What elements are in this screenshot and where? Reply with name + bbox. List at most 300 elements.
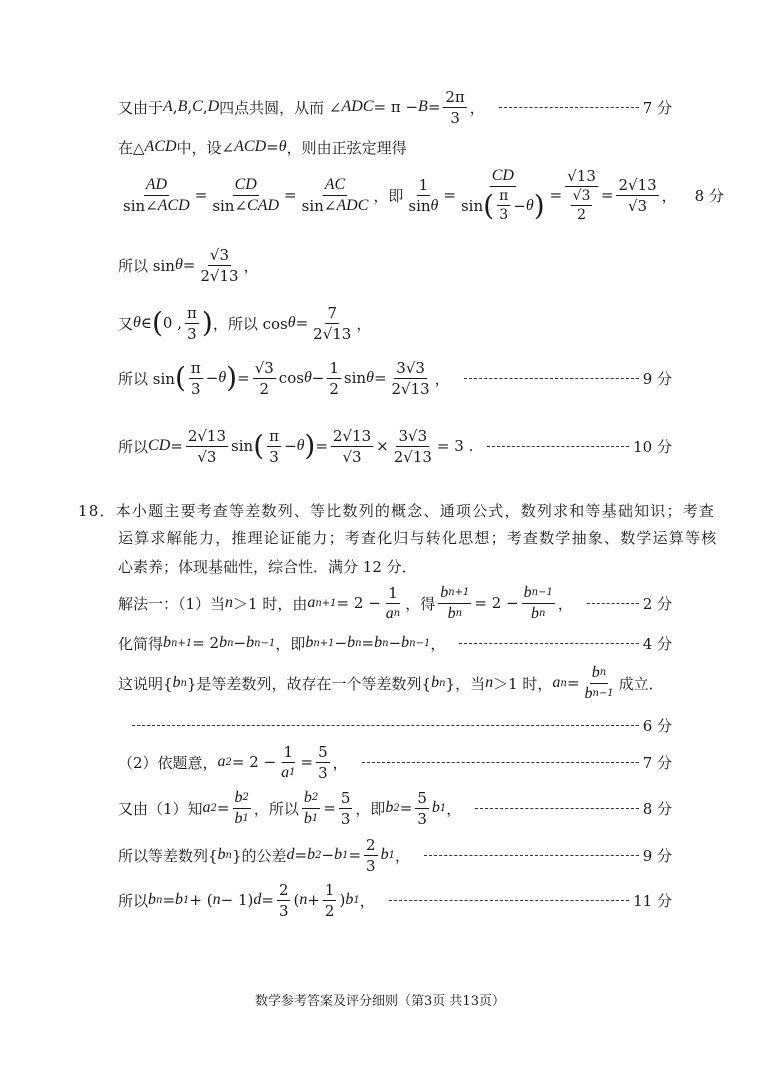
denominator bbox=[233, 809, 251, 828]
math-variable: a bbox=[217, 753, 226, 770]
text: sin∠ bbox=[301, 196, 337, 215]
math-variable: C bbox=[192, 98, 203, 115]
text: ， bbox=[434, 369, 450, 388]
text: 3 bbox=[450, 108, 460, 127]
text: , bbox=[172, 98, 178, 116]
bracket: ) bbox=[533, 188, 545, 222]
dotted-leader bbox=[487, 446, 629, 447]
score-label: 7 分 bbox=[642, 753, 672, 772]
text: = bbox=[361, 634, 375, 652]
subscript: n bbox=[599, 667, 607, 678]
text: 2√13 bbox=[332, 426, 372, 445]
subscript: n bbox=[225, 849, 232, 861]
denominator bbox=[121, 196, 192, 215]
math-variable: ACD bbox=[144, 138, 177, 155]
text: （2）依题意， bbox=[118, 753, 218, 772]
numerator bbox=[277, 881, 291, 901]
text: − bbox=[311, 369, 325, 387]
math-variable: AC bbox=[324, 175, 346, 193]
subscript: n bbox=[180, 677, 187, 689]
text: = bbox=[170, 437, 183, 455]
text: 2√13 bbox=[391, 379, 430, 398]
text: 3 bbox=[278, 901, 289, 920]
line-11pts bbox=[118, 875, 672, 925]
fraction bbox=[582, 664, 615, 703]
numerator bbox=[616, 176, 658, 196]
math-variable: a bbox=[552, 674, 561, 691]
math-variable: b bbox=[234, 809, 243, 827]
text: = 2 − bbox=[336, 594, 381, 612]
text: = bbox=[295, 314, 309, 332]
numerator bbox=[415, 789, 429, 809]
text: 2 bbox=[577, 207, 586, 223]
text: − bbox=[513, 196, 526, 215]
dotted-leader bbox=[587, 603, 639, 604]
text: ， bbox=[394, 846, 410, 865]
denominator bbox=[323, 901, 337, 920]
text: √13 bbox=[567, 167, 596, 185]
fraction bbox=[406, 176, 440, 215]
text: = bbox=[315, 437, 328, 455]
text: , bbox=[187, 98, 193, 116]
subscript: 1 bbox=[439, 802, 447, 814]
denominator bbox=[364, 856, 378, 875]
text: = bbox=[566, 674, 580, 692]
numerator bbox=[394, 359, 427, 379]
numerator bbox=[571, 188, 593, 206]
math-variable: b bbox=[385, 799, 394, 816]
text: cos bbox=[278, 369, 304, 387]
text: ) bbox=[339, 891, 346, 909]
text: 5 bbox=[417, 788, 427, 807]
line-9pts-part2 bbox=[118, 830, 672, 880]
text: = bbox=[600, 186, 614, 204]
math-variable: ACD bbox=[234, 138, 267, 155]
text: ， bbox=[359, 891, 375, 910]
numerator bbox=[386, 584, 400, 604]
fraction bbox=[384, 584, 402, 623]
subscript: n+1 bbox=[313, 637, 335, 649]
text: sin∠ bbox=[212, 196, 248, 215]
math-variable: a bbox=[202, 799, 211, 816]
denominator bbox=[566, 187, 598, 223]
math-variable: n bbox=[485, 674, 494, 691]
text: 2 bbox=[259, 379, 270, 398]
text: π bbox=[187, 303, 197, 322]
bracket: ) bbox=[201, 306, 213, 339]
text: sin∠ bbox=[123, 196, 158, 215]
score-label: 10 分 bbox=[633, 437, 672, 456]
math-variable: b bbox=[172, 674, 181, 691]
text: = bbox=[284, 186, 297, 204]
text: 0 , bbox=[162, 314, 183, 332]
text: 所以 bbox=[118, 437, 149, 456]
denominator bbox=[497, 206, 510, 223]
denominator bbox=[257, 379, 271, 398]
text: √3 bbox=[197, 447, 217, 466]
subscript: n−1 bbox=[592, 688, 614, 699]
text: 2 bbox=[278, 880, 289, 899]
math-variable: b bbox=[523, 583, 532, 601]
text: − bbox=[334, 634, 348, 652]
text: = bbox=[237, 369, 250, 387]
text: ，即 bbox=[275, 634, 306, 653]
text: 又由（1）知 bbox=[118, 799, 203, 818]
math-variable: θ bbox=[366, 369, 374, 386]
math-variable: b bbox=[219, 634, 228, 651]
denominator bbox=[185, 324, 199, 343]
numerator bbox=[282, 743, 296, 763]
denominator bbox=[415, 809, 429, 828]
subscript: 2 bbox=[210, 802, 217, 814]
bracket: ( bbox=[174, 361, 186, 394]
fraction bbox=[121, 176, 192, 215]
bracket: ( bbox=[253, 429, 265, 462]
text: = bbox=[300, 753, 314, 771]
score-label: 4 分 bbox=[642, 634, 672, 653]
numerator bbox=[396, 427, 429, 447]
text: 3 bbox=[417, 809, 427, 828]
text: = bbox=[348, 846, 362, 864]
text: 2√13 bbox=[200, 266, 239, 285]
text: sin bbox=[460, 196, 484, 215]
fraction bbox=[392, 427, 434, 466]
math-variable: b bbox=[380, 846, 389, 863]
text: 2√13 bbox=[618, 175, 657, 194]
math-variable: b bbox=[334, 846, 343, 863]
text: 所以 sin bbox=[118, 369, 175, 388]
text: 3 bbox=[340, 809, 351, 828]
text: sin bbox=[408, 196, 431, 215]
score-label: 7 分 bbox=[642, 98, 672, 117]
math-variable: θ bbox=[218, 369, 227, 386]
math-variable: ADC bbox=[341, 98, 374, 115]
subscript: 1 bbox=[353, 894, 360, 906]
math-variable: ACD bbox=[157, 196, 190, 214]
math-variable: B bbox=[418, 98, 428, 115]
math-variable: d bbox=[286, 846, 295, 863]
text: ，即 bbox=[355, 799, 386, 818]
fraction bbox=[390, 359, 432, 398]
text: ， bbox=[469, 98, 485, 117]
text: 又由于 bbox=[118, 98, 164, 117]
fraction bbox=[565, 167, 598, 223]
text: ， bbox=[661, 186, 677, 205]
subscript: 1 bbox=[342, 849, 349, 861]
text: 中，设∠ bbox=[176, 138, 235, 157]
text: + bbox=[307, 891, 320, 909]
fraction bbox=[571, 188, 593, 223]
line-10pts bbox=[118, 421, 672, 471]
math-variable: n bbox=[299, 891, 308, 908]
subscript: n bbox=[227, 637, 234, 649]
numerator bbox=[364, 836, 378, 856]
score-label: 8 分 bbox=[694, 186, 724, 205]
text: ，得 bbox=[405, 594, 436, 613]
text: = bbox=[427, 98, 441, 116]
text: = bbox=[549, 186, 563, 204]
text: = 3 . bbox=[436, 437, 474, 455]
math-variable: a bbox=[385, 604, 394, 622]
text: − bbox=[233, 634, 247, 652]
math-variable: θ bbox=[430, 196, 439, 214]
numerator bbox=[327, 359, 341, 379]
subscript: n bbox=[455, 608, 463, 619]
text: 18．本小题主要考查等差数列、等比数列的概念、通项公式，数列求和等基础知识；考查 bbox=[78, 501, 716, 520]
math-variable: b bbox=[431, 674, 440, 691]
math-variable: B bbox=[177, 98, 188, 115]
subscript: 1 bbox=[388, 849, 395, 861]
text: ， bbox=[332, 753, 348, 772]
score-label: 9 分 bbox=[642, 846, 672, 865]
math-variable: A bbox=[163, 98, 173, 115]
math-variable: CAD bbox=[247, 196, 280, 214]
subscript: 2 bbox=[315, 849, 322, 861]
text: − bbox=[283, 437, 297, 455]
text: ( bbox=[293, 891, 300, 909]
numerator bbox=[186, 427, 228, 447]
denominator bbox=[302, 809, 320, 828]
text: }的公差 bbox=[232, 846, 287, 865]
numerator bbox=[253, 359, 276, 379]
text: − bbox=[321, 846, 335, 864]
math-variable: n bbox=[225, 594, 234, 611]
text: 2√13 bbox=[393, 447, 432, 466]
text: √3 bbox=[628, 196, 648, 215]
text: 1 bbox=[418, 175, 429, 194]
text: = bbox=[194, 186, 208, 204]
math-variable: AD bbox=[145, 175, 168, 193]
subscript: 2 bbox=[242, 792, 249, 803]
denominator bbox=[198, 266, 240, 285]
math-variable: a bbox=[281, 763, 290, 781]
numerator bbox=[233, 176, 259, 196]
numerator bbox=[443, 88, 466, 108]
math-variable: b bbox=[374, 634, 383, 651]
subscript: n bbox=[560, 677, 567, 689]
text: 5 bbox=[340, 788, 351, 807]
subscript: n bbox=[355, 637, 362, 649]
math-variable: b bbox=[163, 634, 172, 651]
math-variable: ADC bbox=[336, 196, 369, 214]
text: ∈ bbox=[140, 314, 152, 332]
text: ， bbox=[243, 256, 259, 275]
denominator bbox=[406, 196, 440, 215]
numerator bbox=[267, 427, 281, 447]
fraction bbox=[302, 789, 320, 828]
numerator bbox=[185, 304, 199, 324]
text: 3 bbox=[187, 324, 197, 343]
fraction bbox=[210, 176, 281, 215]
text: = bbox=[266, 138, 279, 156]
text: = 2 − bbox=[231, 753, 277, 771]
text: √3 bbox=[572, 188, 591, 204]
fraction bbox=[233, 789, 251, 828]
denominator bbox=[195, 447, 218, 466]
fraction bbox=[279, 743, 297, 782]
denominator bbox=[459, 187, 547, 223]
math-variable: b bbox=[431, 799, 440, 816]
math-variable: b bbox=[531, 604, 539, 622]
bracket: ( bbox=[483, 188, 495, 222]
text: ， bbox=[446, 799, 462, 818]
denominator bbox=[267, 447, 281, 466]
math-variable: θ bbox=[133, 314, 141, 331]
text: π bbox=[499, 188, 509, 204]
subscript: n−1 bbox=[254, 637, 276, 649]
text: 运算求解能力，推理论证能力；考查化归与转化思想；考查数学抽象、数学运算等核 bbox=[118, 528, 718, 547]
math-variable: b bbox=[303, 788, 312, 806]
math-variable: θ bbox=[278, 138, 287, 155]
line-8pts-part2 bbox=[118, 783, 672, 833]
numerator bbox=[522, 584, 555, 604]
math-variable: θ bbox=[303, 369, 312, 386]
math-variable: b bbox=[584, 684, 593, 702]
subscript: n+1 bbox=[315, 597, 337, 609]
subscript: 2 bbox=[311, 792, 319, 803]
fraction bbox=[300, 176, 371, 215]
numerator bbox=[233, 789, 251, 809]
text: − 1) bbox=[220, 891, 254, 909]
dotted-leader bbox=[459, 643, 638, 644]
line-8pts bbox=[118, 167, 724, 223]
text: + ( bbox=[189, 891, 213, 909]
text: 3√3 bbox=[398, 426, 428, 445]
text: = bbox=[216, 799, 230, 817]
text: }是等差数列，故存在一个等差数列{ bbox=[187, 674, 432, 693]
math-variable: a bbox=[307, 594, 316, 611]
text: 又 bbox=[118, 314, 134, 333]
numerator bbox=[339, 789, 353, 809]
text: 1 bbox=[329, 358, 339, 377]
line-7pts-part2 bbox=[118, 737, 672, 787]
dotted-leader bbox=[424, 855, 639, 856]
text: 所以 sin bbox=[118, 256, 175, 275]
math-variable: CD bbox=[491, 167, 514, 184]
text: 2π bbox=[445, 87, 465, 106]
text: = π − bbox=[373, 98, 419, 116]
text: = bbox=[294, 846, 308, 864]
line-sine-rule-intro bbox=[118, 122, 672, 172]
math-variable: b bbox=[246, 634, 255, 651]
text: = bbox=[373, 369, 387, 387]
text: π bbox=[190, 358, 201, 377]
numerator bbox=[325, 304, 339, 324]
text: = bbox=[323, 799, 336, 817]
text: 3 bbox=[318, 763, 328, 782]
math-variable: b bbox=[148, 891, 157, 908]
text: 2 bbox=[329, 379, 339, 398]
score-label: 11 分 bbox=[633, 891, 672, 910]
text: √3 bbox=[209, 245, 230, 264]
dotted-leader bbox=[132, 725, 639, 726]
line-sin-theta bbox=[118, 240, 672, 290]
numerator bbox=[316, 743, 330, 763]
math-variable: b bbox=[234, 788, 243, 806]
text: 3√3 bbox=[396, 358, 425, 377]
numerator bbox=[565, 167, 598, 187]
text: ＞1 时， bbox=[493, 674, 553, 693]
math-variable: b bbox=[303, 809, 312, 827]
text: 3 bbox=[366, 856, 376, 875]
text: ，所以 cos bbox=[212, 314, 288, 333]
text: √3 bbox=[342, 447, 362, 466]
subscript: n bbox=[539, 608, 546, 619]
subscript: 1 bbox=[183, 894, 190, 906]
score-label: 2 分 bbox=[642, 594, 672, 613]
text: ， bbox=[356, 314, 372, 333]
subscript: n−1 bbox=[531, 587, 553, 598]
text: 2√13 bbox=[313, 324, 352, 343]
fraction bbox=[198, 246, 240, 285]
denominator bbox=[279, 763, 297, 782]
fraction bbox=[277, 881, 291, 920]
text: √3 bbox=[254, 358, 274, 377]
fraction bbox=[189, 359, 203, 398]
text: ， bbox=[430, 634, 446, 653]
text: 解法一：（1）当 bbox=[118, 594, 226, 613]
line-cos-theta bbox=[118, 298, 672, 348]
text: ，即 bbox=[373, 186, 404, 205]
math-variable: b bbox=[447, 604, 456, 622]
dotted-leader bbox=[499, 107, 639, 108]
numerator bbox=[590, 664, 608, 684]
subscript: n bbox=[393, 608, 401, 619]
subscript: n bbox=[439, 677, 446, 689]
math-variable: n bbox=[212, 891, 221, 908]
text: 在△ bbox=[118, 138, 145, 157]
page-footer: 数学参考答案及评分细则（第3页 共13页） bbox=[255, 994, 505, 1009]
text: = 2 − bbox=[474, 594, 519, 612]
denominator bbox=[575, 206, 588, 223]
math-variable: b bbox=[591, 663, 600, 681]
fraction bbox=[616, 176, 658, 215]
denominator bbox=[189, 379, 203, 398]
numerator bbox=[497, 188, 510, 206]
text: 5 bbox=[318, 742, 328, 761]
text: 2 bbox=[366, 835, 376, 854]
numerator bbox=[490, 167, 516, 187]
numerator bbox=[144, 176, 169, 196]
denominator bbox=[626, 196, 649, 215]
subscript: 1 bbox=[289, 767, 296, 778]
numerator bbox=[323, 176, 347, 196]
math-variable: b bbox=[440, 583, 449, 601]
text: 这说明{ bbox=[118, 674, 173, 693]
numerator bbox=[417, 176, 431, 196]
text: 2 bbox=[324, 901, 335, 920]
line-9pts bbox=[118, 353, 672, 403]
denominator bbox=[311, 324, 353, 343]
numerator bbox=[302, 789, 320, 809]
text: 1 bbox=[388, 583, 398, 602]
fraction bbox=[364, 836, 378, 875]
text: = 2 bbox=[192, 634, 220, 652]
text: π bbox=[269, 426, 279, 445]
fraction bbox=[459, 167, 547, 223]
denominator bbox=[316, 763, 330, 782]
bracket: ) bbox=[304, 429, 316, 462]
denominator bbox=[277, 901, 291, 920]
text: ＞1 时，由 bbox=[233, 594, 308, 613]
text: 所以 bbox=[118, 891, 149, 910]
numerator bbox=[438, 584, 471, 604]
subscript: n+1 bbox=[171, 637, 193, 649]
denominator bbox=[339, 809, 353, 828]
fraction bbox=[339, 789, 353, 828]
denominator bbox=[392, 447, 434, 466]
math-variable: D bbox=[207, 98, 220, 115]
